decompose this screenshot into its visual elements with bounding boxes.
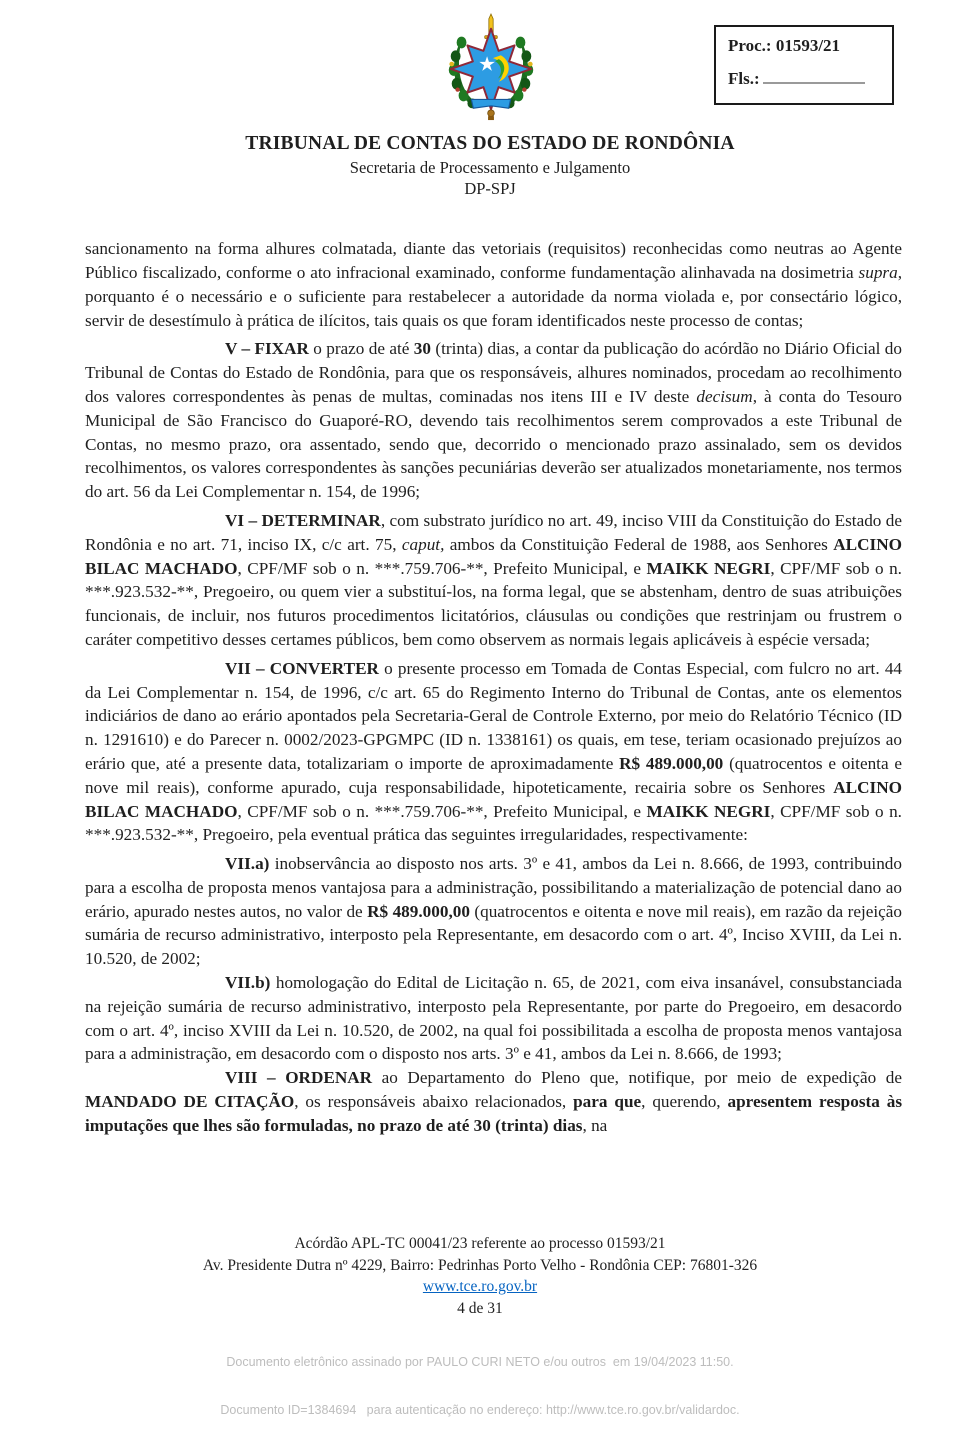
- text-run: , CPF/MF sob o n. ***.923.532-**, Pregoeiro, pela eventual prática das seguintes irregularidades, respectivamente:: [85, 801, 902, 845]
- paragraph-item-vii-a: [85, 852, 902, 971]
- text-run: , CPF/MF sob o n. ***.759.706-**, Prefeito Municipal, e: [237, 558, 647, 578]
- text-run: supra: [858, 262, 898, 282]
- paragraph-item-vi-determinar: [85, 509, 902, 652]
- text-run: (quatrocentos e oitenta e nove mil reais), conforme apurado, cuja responsabilidade, hipoteticamente, recairia sobre os Senhores: [85, 753, 902, 797]
- paragraph-item-viii-ordenar: [85, 1066, 902, 1137]
- document-footer: [0, 1233, 960, 1319]
- text-run: , com substrato jurídico no art. 49, inciso VIII da Constituição do Estado de Rondônia e no art. 71, inciso IX, c/c art. 75,: [85, 510, 902, 554]
- folio-line: [728, 69, 880, 89]
- text-run: (trinta) dias, a contar da publicação do acórdão no Diário Oficial do Tribunal de Contas do Estado de Rondônia, para que os responsáveis, alhures nominados, procedam ao recolhimento dos valores correspondentes às penas de multas, cominadas nos itens III e IV deste: [85, 339, 902, 406]
- text-run: decisum: [696, 386, 753, 406]
- text-run: VII – CONVERTER: [225, 658, 379, 678]
- text-run: ao Departamento do Pleno que, notifique, por meio de expedição de: [372, 1068, 903, 1088]
- text-run: (quatrocentos e oitenta e nove mil reais), em razão da rejeição sumária de recurso administrativo, interposto pela Representante, em desacordo com o art. 4º, Inciso XVIII, da Lei n. 10.520, de 2002;: [85, 901, 902, 969]
- org-block: [10, 132, 970, 199]
- text-run: V – FIXAR: [225, 339, 309, 359]
- document-header: [0, 0, 960, 199]
- text-run: sancionamento na forma alhures colmatada, diante das vetoriais (requisitos) reconhecidas como neutras ao Agente Público fiscalizado, conforme o ato infracional examinado, conforme fundamentação alinhavada na dosimetria: [85, 239, 902, 282]
- text-run: , CPF/MF sob o n. ***.759.706-**, Prefeito Municipal, e: [237, 801, 647, 821]
- folio-label: Fls.:: [728, 69, 760, 88]
- text-run: o presente processo em Tomada de Contas Especial, com fulcro no art. 44 da Lei Complementar n. 154, de 1996, c/c art. 65 do Regimento Interno do Tribunal de Contas, ante os elementos indiciários de dano ao erário apontados pela Secretaria-Geral de Controle Externo, por meio do Relatório Técnico (ID n. 1291610) e do Parecer n. 0002/2023-GPGMPC (ID n. 1338161) os quais, em tese, teriam ocasionado prejuízos ao erário que, até a presente data, totalizariam o importe de aproximadamente: [85, 658, 903, 773]
- paragraph-item-v-fixar: [85, 337, 902, 504]
- text-run: caput,: [401, 534, 445, 554]
- text-run: apresentem resposta às imputações que lhes são formuladas, no prazo de até 30 (trinta) dias: [85, 1092, 903, 1135]
- org-title: TRIBUNAL DE CONTAS DO ESTADO DE RONDÔNIA: [245, 133, 735, 154]
- text-run: ALCINO BILAC MACHADO: [85, 534, 902, 578]
- text-run: para que: [573, 1092, 642, 1112]
- text-run: VIII – ORDENAR: [225, 1068, 373, 1088]
- text-run: ambos da Constituição Federal de 1988, aos Senhores: [444, 534, 834, 554]
- text-run: VII.b): [225, 973, 271, 993]
- text-run: o prazo de até: [308, 339, 414, 359]
- text-run: inobservância ao disposto nos arts. 3º e 41, ambos da Lei n. 8.666, de 1993, contribuindo para a escolha de proposta menos vantajosa para a administração, possibilitando a materialização de potencial dano ao erário, apurado nestes autos, no valor de: [85, 854, 902, 921]
- watermark-line-1: Documento eletrônico assinado por PAULO CURI NETO e/ou outros em 19/04/2023 11:50.: [226, 1355, 734, 1369]
- process-number: Proc.: 01593/21: [728, 36, 841, 55]
- text-run: homologação do Edital de Licitação n. 65, de 2021, com eiva insanável, consubstanciada na rejeição sumária de recurso administrativo, interposto pela Representante, por parte do Pregoeiro, em desacordo com o art. 4º, inciso XVIII da Lei n. 10.520, de 2002, na qual foi possibilitada a escolha de proposta menos vantajosa para a administração, em desacordo com o disposto nos arts. 3º e 41, ambos da Lei n. 8.666, de 1993;: [85, 973, 902, 1064]
- text-run: VII.a): [225, 854, 270, 874]
- text-run: , porquanto é o necessário e o suficiente para restabelecer a autoridade da norma violada e, por consectário lógico, servir de desestímulo à prática de ilícitos, tais quais os que foram identificados neste processo de contas;: [85, 262, 902, 330]
- text-run: MAIKK NEGRI: [646, 801, 771, 821]
- process-number-box: [714, 25, 894, 105]
- text-run: MAIKK NEGRI: [646, 558, 771, 578]
- text-run: R$ 489.000,00: [619, 753, 724, 773]
- text-run: , à conta do Tesouro Municipal de São Francisco do Guaporé-RO, devendo tais recolhimentos serem comprovados a este Tribunal de Contas, no mesmo prazo, ora assentado, sendo que, decorrido o mencionado prazo assinalado, sem os devidos recolhimentos, os valores correspondentes às sanções pecuniárias deverão ser atualizados monetariamente, nos termos do art. 56 da Lei Complementar n. 154, de 1996;: [85, 386, 902, 502]
- text-run: R$ 489.000,00: [367, 901, 470, 921]
- text-run: ALCINO BILAC MACHADO: [85, 777, 902, 821]
- signature-watermark: [0, 1322, 960, 1450]
- coat-of-arms-icon: [439, 13, 543, 123]
- text-run: , CPF/MF sob o n. ***.923.532-**, Pregoeiro, ou quem vier a substituí-los, na forma legal, que se abstenham, dentro de suas atribuições funcionais, de incluir, nos futuros procedimentos licitatórios, cláusulas ou condições que restrinjam ou frustrem o caráter competitivo desses certames públicos, bem como observem as normais legais aplicáveis à espécie versada;: [85, 558, 902, 649]
- text-run: MANDADO DE CITAÇÃO: [85, 1092, 295, 1112]
- text-run: VI – DETERMINAR: [225, 510, 381, 530]
- footer-website-link[interactable]: www.tce.ro.gov.br: [422, 1278, 538, 1295]
- paragraph-continuation: [85, 237, 902, 332]
- watermark-line-2: Documento ID=1384694 para autenticação no endereço: http://www.tce.ro.gov.br/validardoc.: [220, 1403, 740, 1417]
- text-run: , querendo,: [641, 1092, 728, 1112]
- text-run: , os responsáveis abaixo relacionados,: [294, 1092, 574, 1112]
- folio-blank-line: [763, 69, 865, 84]
- page-number: 4 de 31: [457, 1299, 503, 1317]
- paragraph-item-vii-converter: [85, 657, 902, 847]
- footer-address-line: Av. Presidente Dutra nº 4229, Bairro: Pedrinhas Porto Velho - Rondônia CEP: 76801-326: [202, 1256, 758, 1274]
- footer-accordao-line: Acórdão APL-TC 00041/23 referente ao processo 01593/21: [294, 1235, 666, 1252]
- footer-website-line: [0, 1276, 960, 1298]
- text-run: , na: [582, 1115, 608, 1135]
- text-run: 30: [413, 339, 431, 359]
- org-department: DP-SPJ: [464, 179, 516, 199]
- document-body: [85, 237, 902, 1137]
- org-subtitle: Secretaria de Processamento e Julgamento: [349, 157, 631, 177]
- paragraph-item-vii-b: [85, 971, 902, 1066]
